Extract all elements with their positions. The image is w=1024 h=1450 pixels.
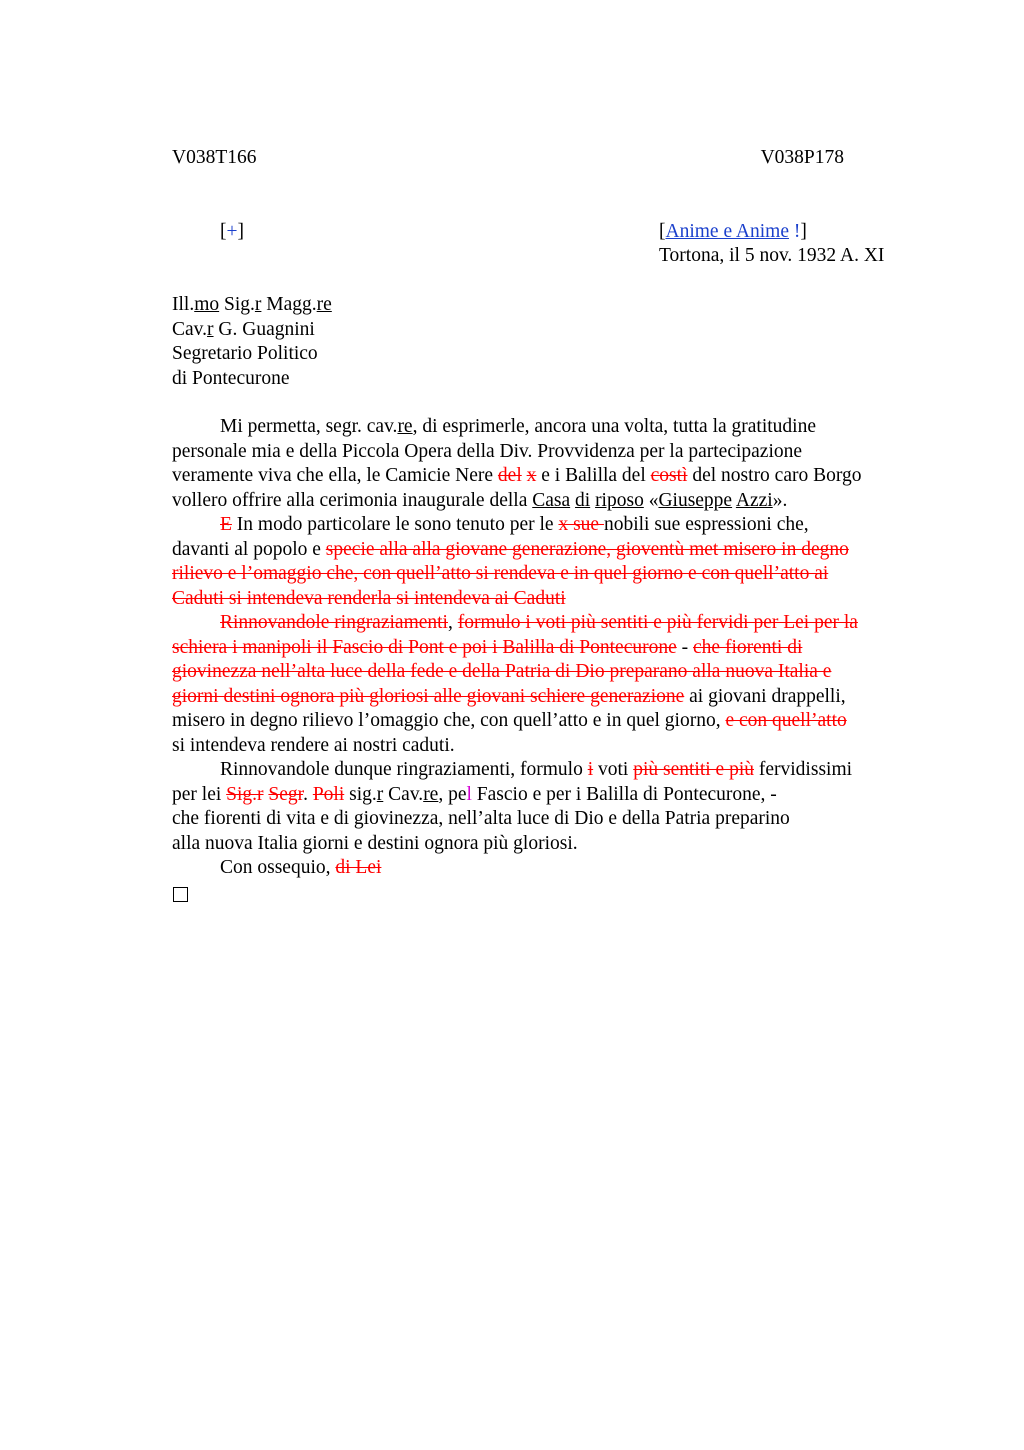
title-bang-link[interactable]: ! [793,221,801,242]
paragraph-4: Rinnovandole dunque ringraziamenti, formulo i voti più sentiti e più fervidissimi per lei Sig.r Segr. Poli sig.r Cav.re, pel Fascio e per i Balilla di Pontecurone, - che fiorenti di vita e di giovinezza, nell’alta luce di Dio e della Patria preparino alla nuova Italia giorni e destini ognora più gloriosi. [172,759,853,854]
paragraph-2: E In modo particolare le sono tenuto per le x sue nobili sue espressioni che, davanti al popolo e specie alla alla giovane generazione, gioventù met misero in degno rilievo e l’omaggio che, con quell’atto si rendeva e in quel giorno e con quell’atto ai Caduti si intendeva renderla si intendeva ai Caduti [172,514,849,609]
header-left-code: V038T166 [172,147,257,168]
title-date-block: [Anime e Anime !] Tortona, il 5 nov. 1932 A. XI [659,221,885,266]
paragraph-3: Rinnovandole ringraziamenti, formulo i voti più sentiti e più fervidi per Lei per la schiera i manipoli il Fascio di Pont e poi i Balilla di Pontecurone - che fiorenti di giovinezza nell’alta luce della fede e della Patria di Dio preparano alla nuova Italia e giorni destini ognora più gloriosi alle giovani schiere generazione ai giovani drappelli, misero in degno rilievo l’omaggio che, con quell’atto e in quel giorno, e con quell’atto si intendeva rendere ai nostri caduti. [172,612,858,756]
plus-marker[interactable]: [+] [220,221,244,242]
document-header [172,146,844,170]
closing: Con ossequio, di Lei [220,857,382,878]
end-square-icon [173,887,188,902]
recipient-address: Ill.mo Sig.r Magg.re Cav.r G. Guagnini Segretario Politico di Pontecurone [172,294,332,389]
title-link[interactable]: Anime e Anime [665,221,789,242]
header-right-code: V038P178 [760,147,844,168]
letter-body [172,415,907,909]
place-date: Tortona, il 5 nov. 1932 A. XI [659,245,885,266]
plus-link[interactable]: + [226,221,238,242]
paragraph-1: Mi permetta, segr. cav.re, di esprimerle, ancora una volta, tutta la gratitudine personale mia e della Piccola Opera della Div. Provvidenza per la partecipazione veramente viva che ella, le Camicie Nere del x e i Balilla del costì del nostro caro Borgo vollero offrire alla cerimonia inaugurale della Casa di riposo «Giuseppe Azzi». [172,416,862,511]
